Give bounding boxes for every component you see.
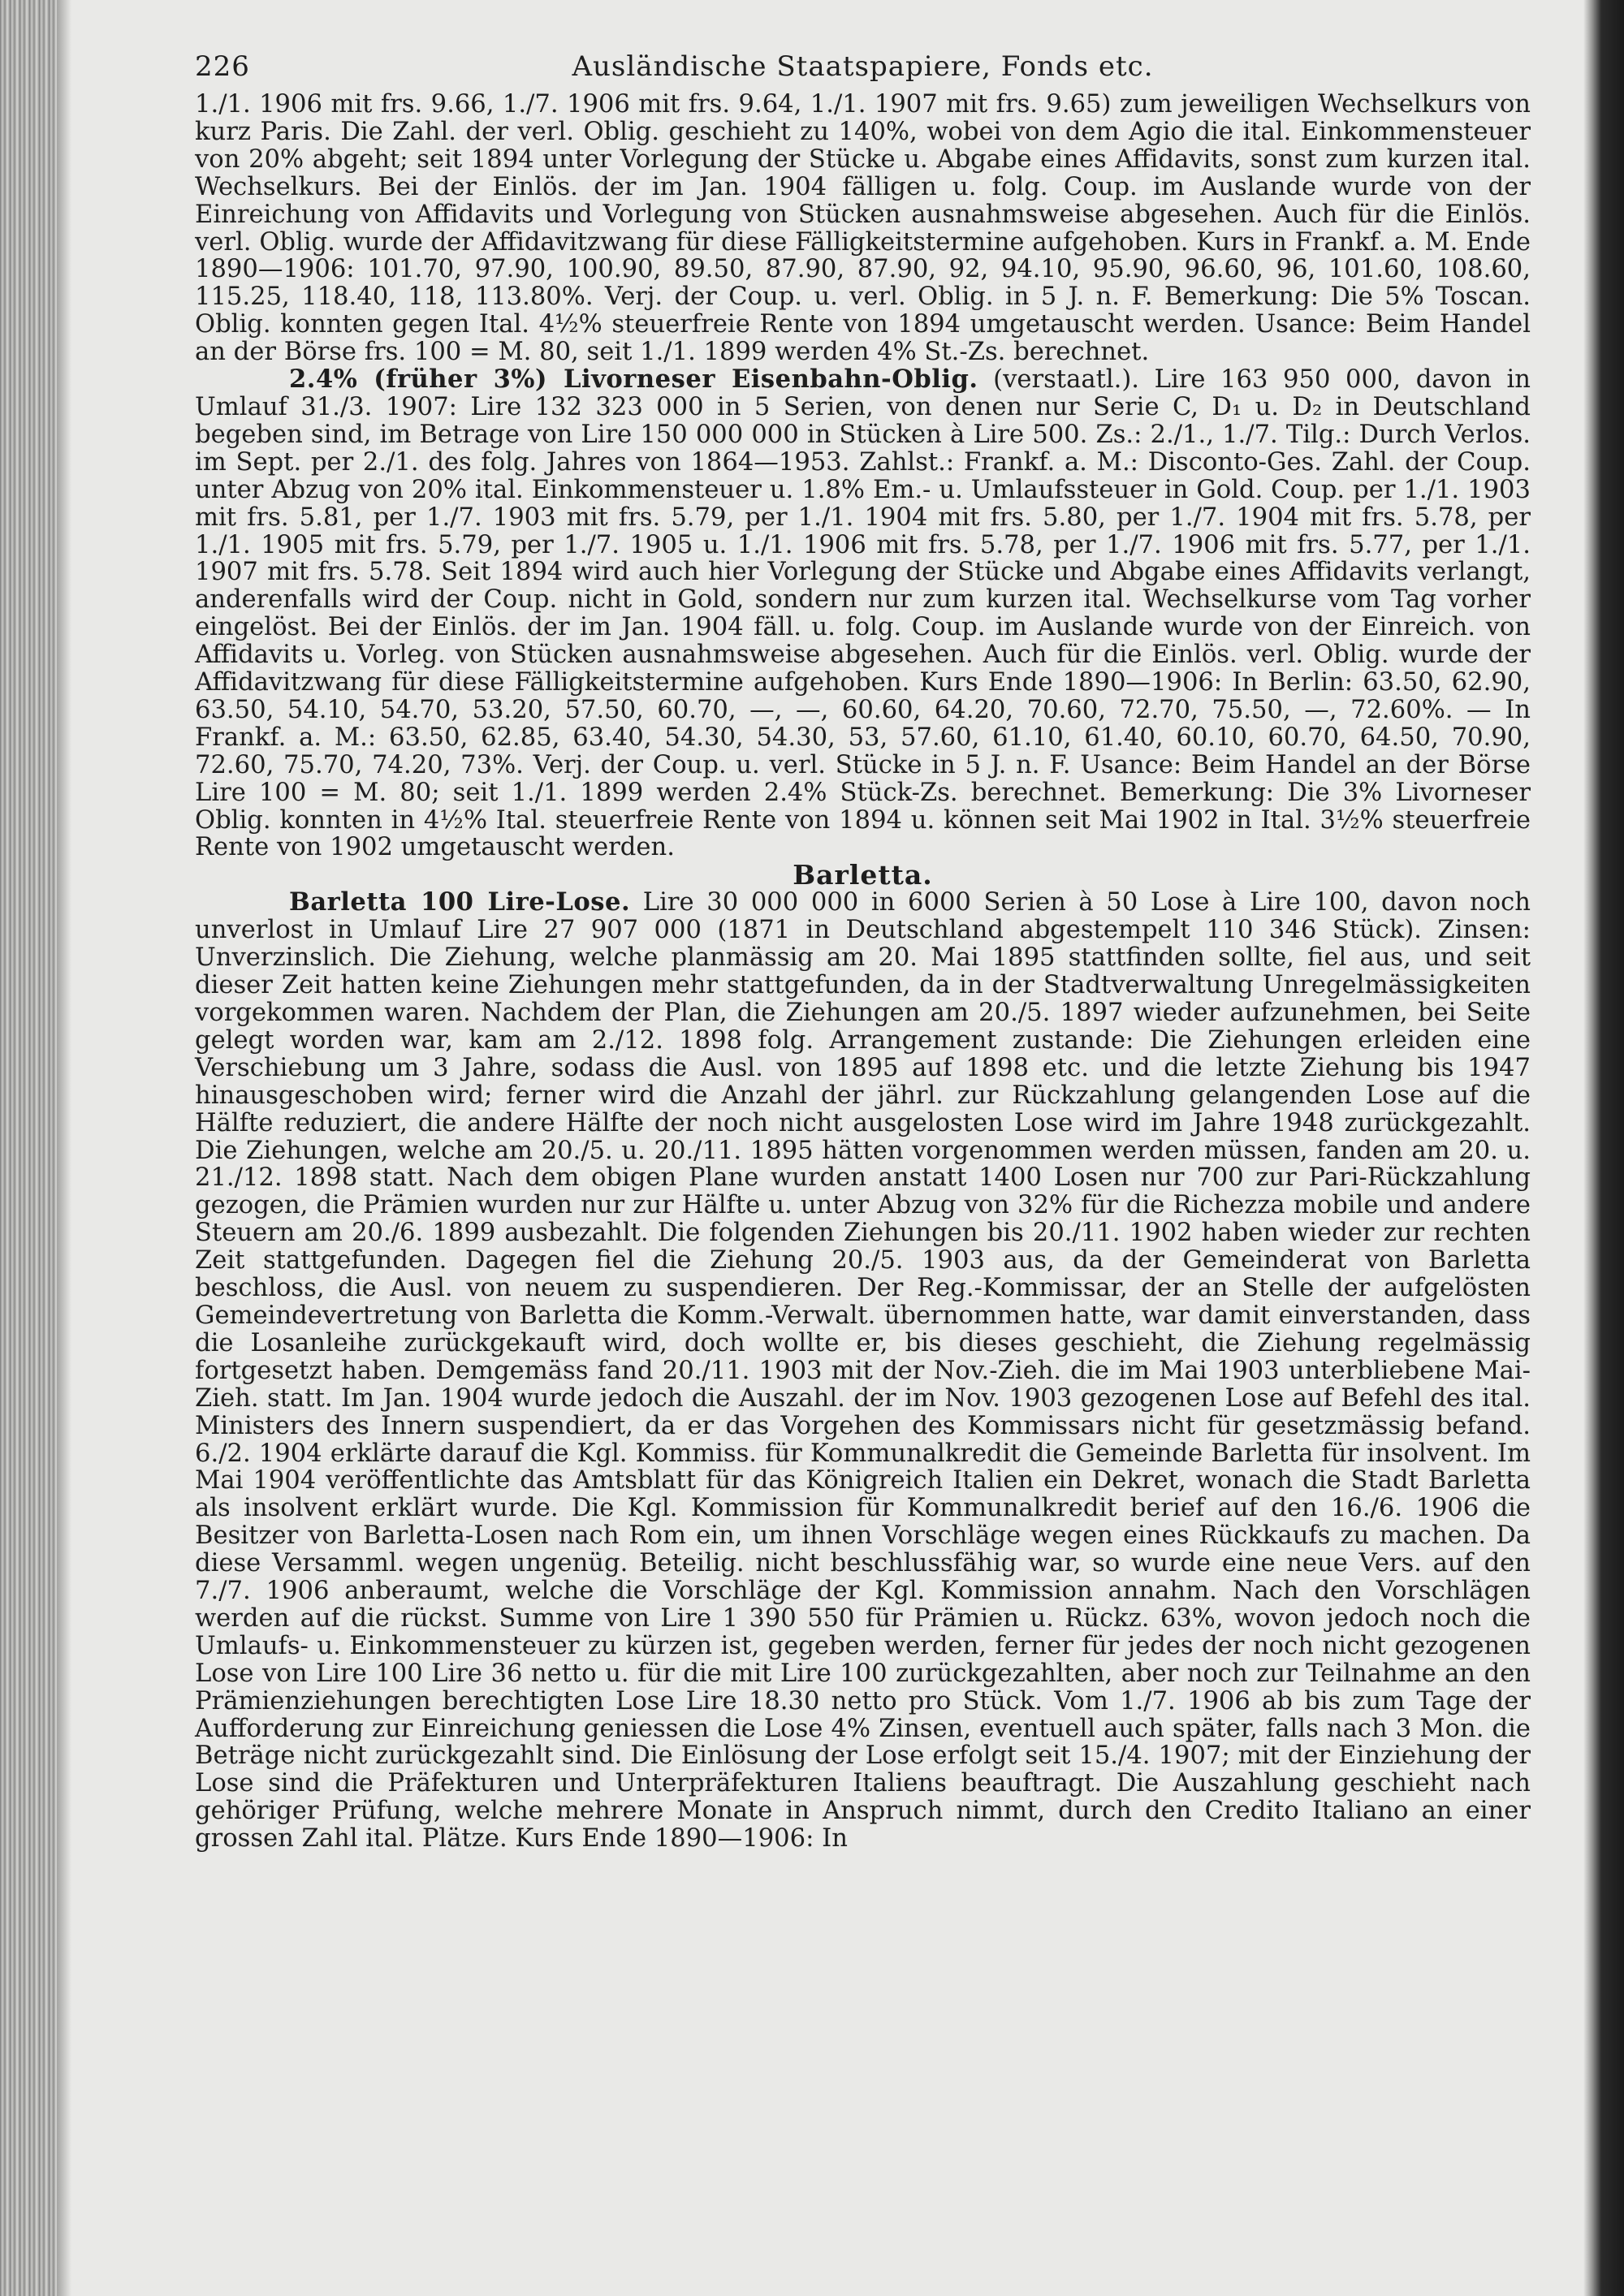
page-number: 226: [195, 50, 250, 83]
book-page: [195, 42, 1531, 1853]
running-head: [195, 42, 1531, 91]
page-right-edge: [1583, 0, 1624, 2296]
section-heading-barletta: Barletta.: [793, 859, 933, 891]
livorno-entry-body: (verstaatl.). Lire 163 950 000, davon in Umlauf 31./3. 1907: Lire 132 323 000 in 5 Serien, von denen nur Serie C, D₁ u. D₂ in Deutschland begeben sind, im Betrage von Lire 150 000 000 in Stücken à Lire 500. Zs.: 2./1., 1./7. Tilg.: Durch Verlos. im Sept. per 2./1. des folg. Jahres von 1864—1953. Zahlst.: Frankf. a. M.: Disconto-Ges. Zahl. der Coup. unter Abzug von 20% ital. Einkommensteuer u. 1.8% Em.- u. Umlaufssteuer in Gold. Coup. per 1./1. 1903 mit frs. 5.81, per 1./7. 1903 mit frs. 5.79, per 1./1. 1904 mit frs. 5.80, per 1./7. 1904 mit frs. 5.78, per 1./1. 1905 mit frs. 5.79, per 1./7. 1905 u. 1./1. 1906 mit frs. 5.78, per 1./7. 1906 mit frs. 5.77, per 1./1. 1907 mit frs. 5.78. Seit 1894 wird auch hier Vorlegung der Stücke und Abgabe eines Affidavits verlangt, anderenfalls wird der Coup. nicht in Gold, sondern nur zum kurzen ital. Wechselkurse vom Tag vorher eingelöst. Bei der Einlös. der im Jan. 1904 fäll. u. folg. Coup. im Auslande wurde von der Einreich. von Affidavits u. Vorleg. von Stücken ausnahmsweise abgesehen. Auch für die Einlös. verl. Oblig. wurde der Affidavitzwang für diese Fälligkeitstermine aufgehoben. Kurs Ende 1890—1906: In Berlin: 63.50, 62.90, 63.50, 54.10, 54.70, 53.20, 57.50, 60.70, —, —, 60.60, 64.20, 70.60, 72.70, 75.50, —, 72.60%. — In Frankf. a. M.: 63.50, 62.85, 63.40, 54.30, 54.30, 53, 57.60, 61.10, 61.40, 60.10, 60.70, 64.50, 70.90, 72.60, 75.70, 74.20, 73%. Verj. der Coup. u. verl. Stücke in 5 J. n. F. Usance: Beim Handel an der Börse Lire 100 = M. 80; seit 1./1. 1899 werden 2.4% Stück-Zs. berechnet. Bemerkung: Die 3% Livorneser Oblig. konnten in 4½% Ital. steuerfreie Rente von 1894 u. können seit Mai 1902 in Ital. 3½% steuerfreie Rente von 1902 umgetauscht werden.: [195, 365, 1531, 862]
livorno-entry: [195, 366, 1531, 861]
running-head-title: Ausländische Staatspapiere, Fonds etc.: [572, 50, 1154, 83]
binding-shadow: [57, 0, 71, 2296]
barletta-entry-body: Lire 30 000 000 in 6000 Serien à 50 Lose à Lire 100, davon noch unverlost in Umlauf Lire 27 907 000 (1871 in Deutschland abgestempelt 110 346 Stück). Zinsen: Unverzinslich. Die Ziehung, welche planmässig am 20. Mai 1895 stattfinden sollte, fiel aus, und seit dieser Zeit hatten keine Ziehungen mehr stattgefunden, da in der Stadtverwaltung Unregelmässigkeiten vorgekommen waren. Nachdem der Plan, die Ziehungen am 20./5. 1897 wieder aufzunehmen, bei Seite gelegt worden war, kam am 2./12. 1898 folg. Arrangement zustande: Die Ziehungen erleiden eine Verschiebung um 3 Jahre, sodass die Ausl. von 1895 auf 1898 etc. und die letzte Ziehung bis 1947 hinausgeschoben wird; ferner wird die Anzahl der jährl. zur Rückzahlung gelangenden Lose auf die Hälfte reduziert, die andere Hälfte der noch nicht ausgelosten Lose wird im Jahre 1948 zurückgezahlt. Die Ziehungen, welche am 20./5. u. 20./11. 1895 hätten vorgenommen werden müssen, fanden am 20. u. 21./12. 1898 statt. Nach dem obigen Plane wurden anstatt 1400 Losen nur 700 zur Pari-Rückzahlung gezogen, die Prämien wurden nur zur Hälfte u. unter Abzug von 32% für die Richezza mobile und andere Steuern am 20./6. 1899 ausbezahlt. Die folgenden Ziehungen bis 20./11. 1902 haben wieder zur rechten Zeit stattgefunden. Dagegen fiel die Ziehung 20./5. 1903 aus, da der Gemeinderat von Barletta beschloss, die Ausl. von neuem zu suspendieren. Der Reg.-Kommissar, der an Stelle der aufgelösten Gemeindevertretung von Barletta die Komm.-Verwalt. übernommen hatte, war damit einverstanden, dass die Losanleihe zurückgekauft wird, doch wollte er, bis dieses geschieht, die Ziehung regelmässig fortgesetzt haben. Demgemäss fand 20./11. 1903 mit der Nov.-Zieh. die im Mai 1903 unterbliebene Mai-Zieh. statt. Im Jan. 1904 wurde jedoch die Auszahl. der im Nov. 1903 gezogenen Lose auf Befehl des ital. Ministers des Innern suspendiert, da er das Vorgehen des Kommissars nicht für gesetzmässig befand. 6./2. 1904 erklärte darauf die Kgl. Kommiss. für Kommunalkredit die Gemeinde Barletta für insolvent. Im Mai 1904 veröffentlichte das Amtsblatt für das Königreich Italien ein Dekret, wonach die Stadt Barletta als insolvent erklärt wurde. Die Kgl. Kommission für Kommunalkredit berief auf den 16./6. 1906 die Besitzer von Barletta-Losen nach Rom ein, um ihnen Vorschläge wegen eines Rückkaufs zu machen. Da diese Versamml. wegen ungenüg. Beteilig. nicht beschlussfähig war, so wurde eine neue Vers. auf den 7./7. 1906 anberaumt, welche die Vorschläge der Kgl. Kommission annahm. Nach den Vorschlägen werden auf die rückst. Summe von Lire 1 390 550 für Prämien u. Rückz. 63%, wovon jedoch noch die Umlaufs- u. Einkommensteuer zu kürzen ist, gegeben werden, ferner für jedes der noch nicht gezogenen Lose von Lire 100 Lire 36 netto u. für die mit Lire 100 zurückgezahlten, aber noch zur Teilnahme an den Prämienziehungen berechtigten Lose Lire 18.30 netto pro Stück. Vom 1./7. 1906 ab bis zum Tage der Aufforderung zur Einreichung geniessen die Lose 4% Zinsen, eventuell auch später, falls nach 3 Mon. die Beträge nicht zurückgezahlt sind. Die Einlösung der Lose erfolgt seit 15./4. 1907; mit der Einziehung der Lose sind die Präfekturen und Unterpräfekturen Italiens beauftragt. Die Auszahlung geschieht nach gehöriger Prüfung, welche mehrere Monate in Anspruch nimmt, durch den Credito Italiano an einer grossen Zahl ital. Plätze. Kurs Ende 1890—1906: In: [195, 888, 1531, 1854]
intro-paragraph: 1./1. 1906 mit frs. 9.66, 1./7. 1906 mit frs. 9.64, 1./1. 1907 mit frs. 9.65) zum jeweiligen Wechselkurs von kurz Paris. Die Zahl. der verl. Oblig. geschieht zu 140%, wobei von dem Agio die ital. Einkommensteuer von 20% abgeht; seit 1894 unter Vorlegung der Stücke u. Abgabe eines Affidavits, sonst zum kurzen ital. Wechselkurs. Bei der Einlös. der im Jan. 1904 fälligen u. folg. Coup. im Auslande wurde von der Einreichung von Affidavits und Vorlegung von Stücken ausnahmsweise abgesehen. Auch für die Einlös. verl. Oblig. wurde der Affidavitzwang für diese Fälligkeitstermine aufgehoben. Kurs in Frankf. a. M. Ende 1890—1906: 101.70, 97.90, 100.90, 89.50, 87.90, 87.90, 92, 94.10, 95.90, 96.60, 96, 101.60, 108.60, 115.25, 118.40, 118, 113.80%. Verj. der Coup. u. verl. Oblig. in 5 J. n. F. Bemerkung: Die 5% Toscan. Oblig. konnten gegen Ital. 4½% steuerfreie Rente von 1894 umgetauscht werden. Usance: Beim Handel an der Börse frs. 100 = M. 80, seit 1./1. 1899 werden 4% St.-Zs. berechnet.: [195, 90, 1531, 367]
barletta-entry-title: Barletta 100 Lire-Lose.: [289, 887, 631, 917]
barletta-entry: [195, 889, 1531, 1853]
book-binding-edge: [0, 0, 57, 2296]
livorno-entry-title: 2.4% (früher 3%) Livorneser Eisenbahn-Oblig.: [289, 365, 978, 395]
